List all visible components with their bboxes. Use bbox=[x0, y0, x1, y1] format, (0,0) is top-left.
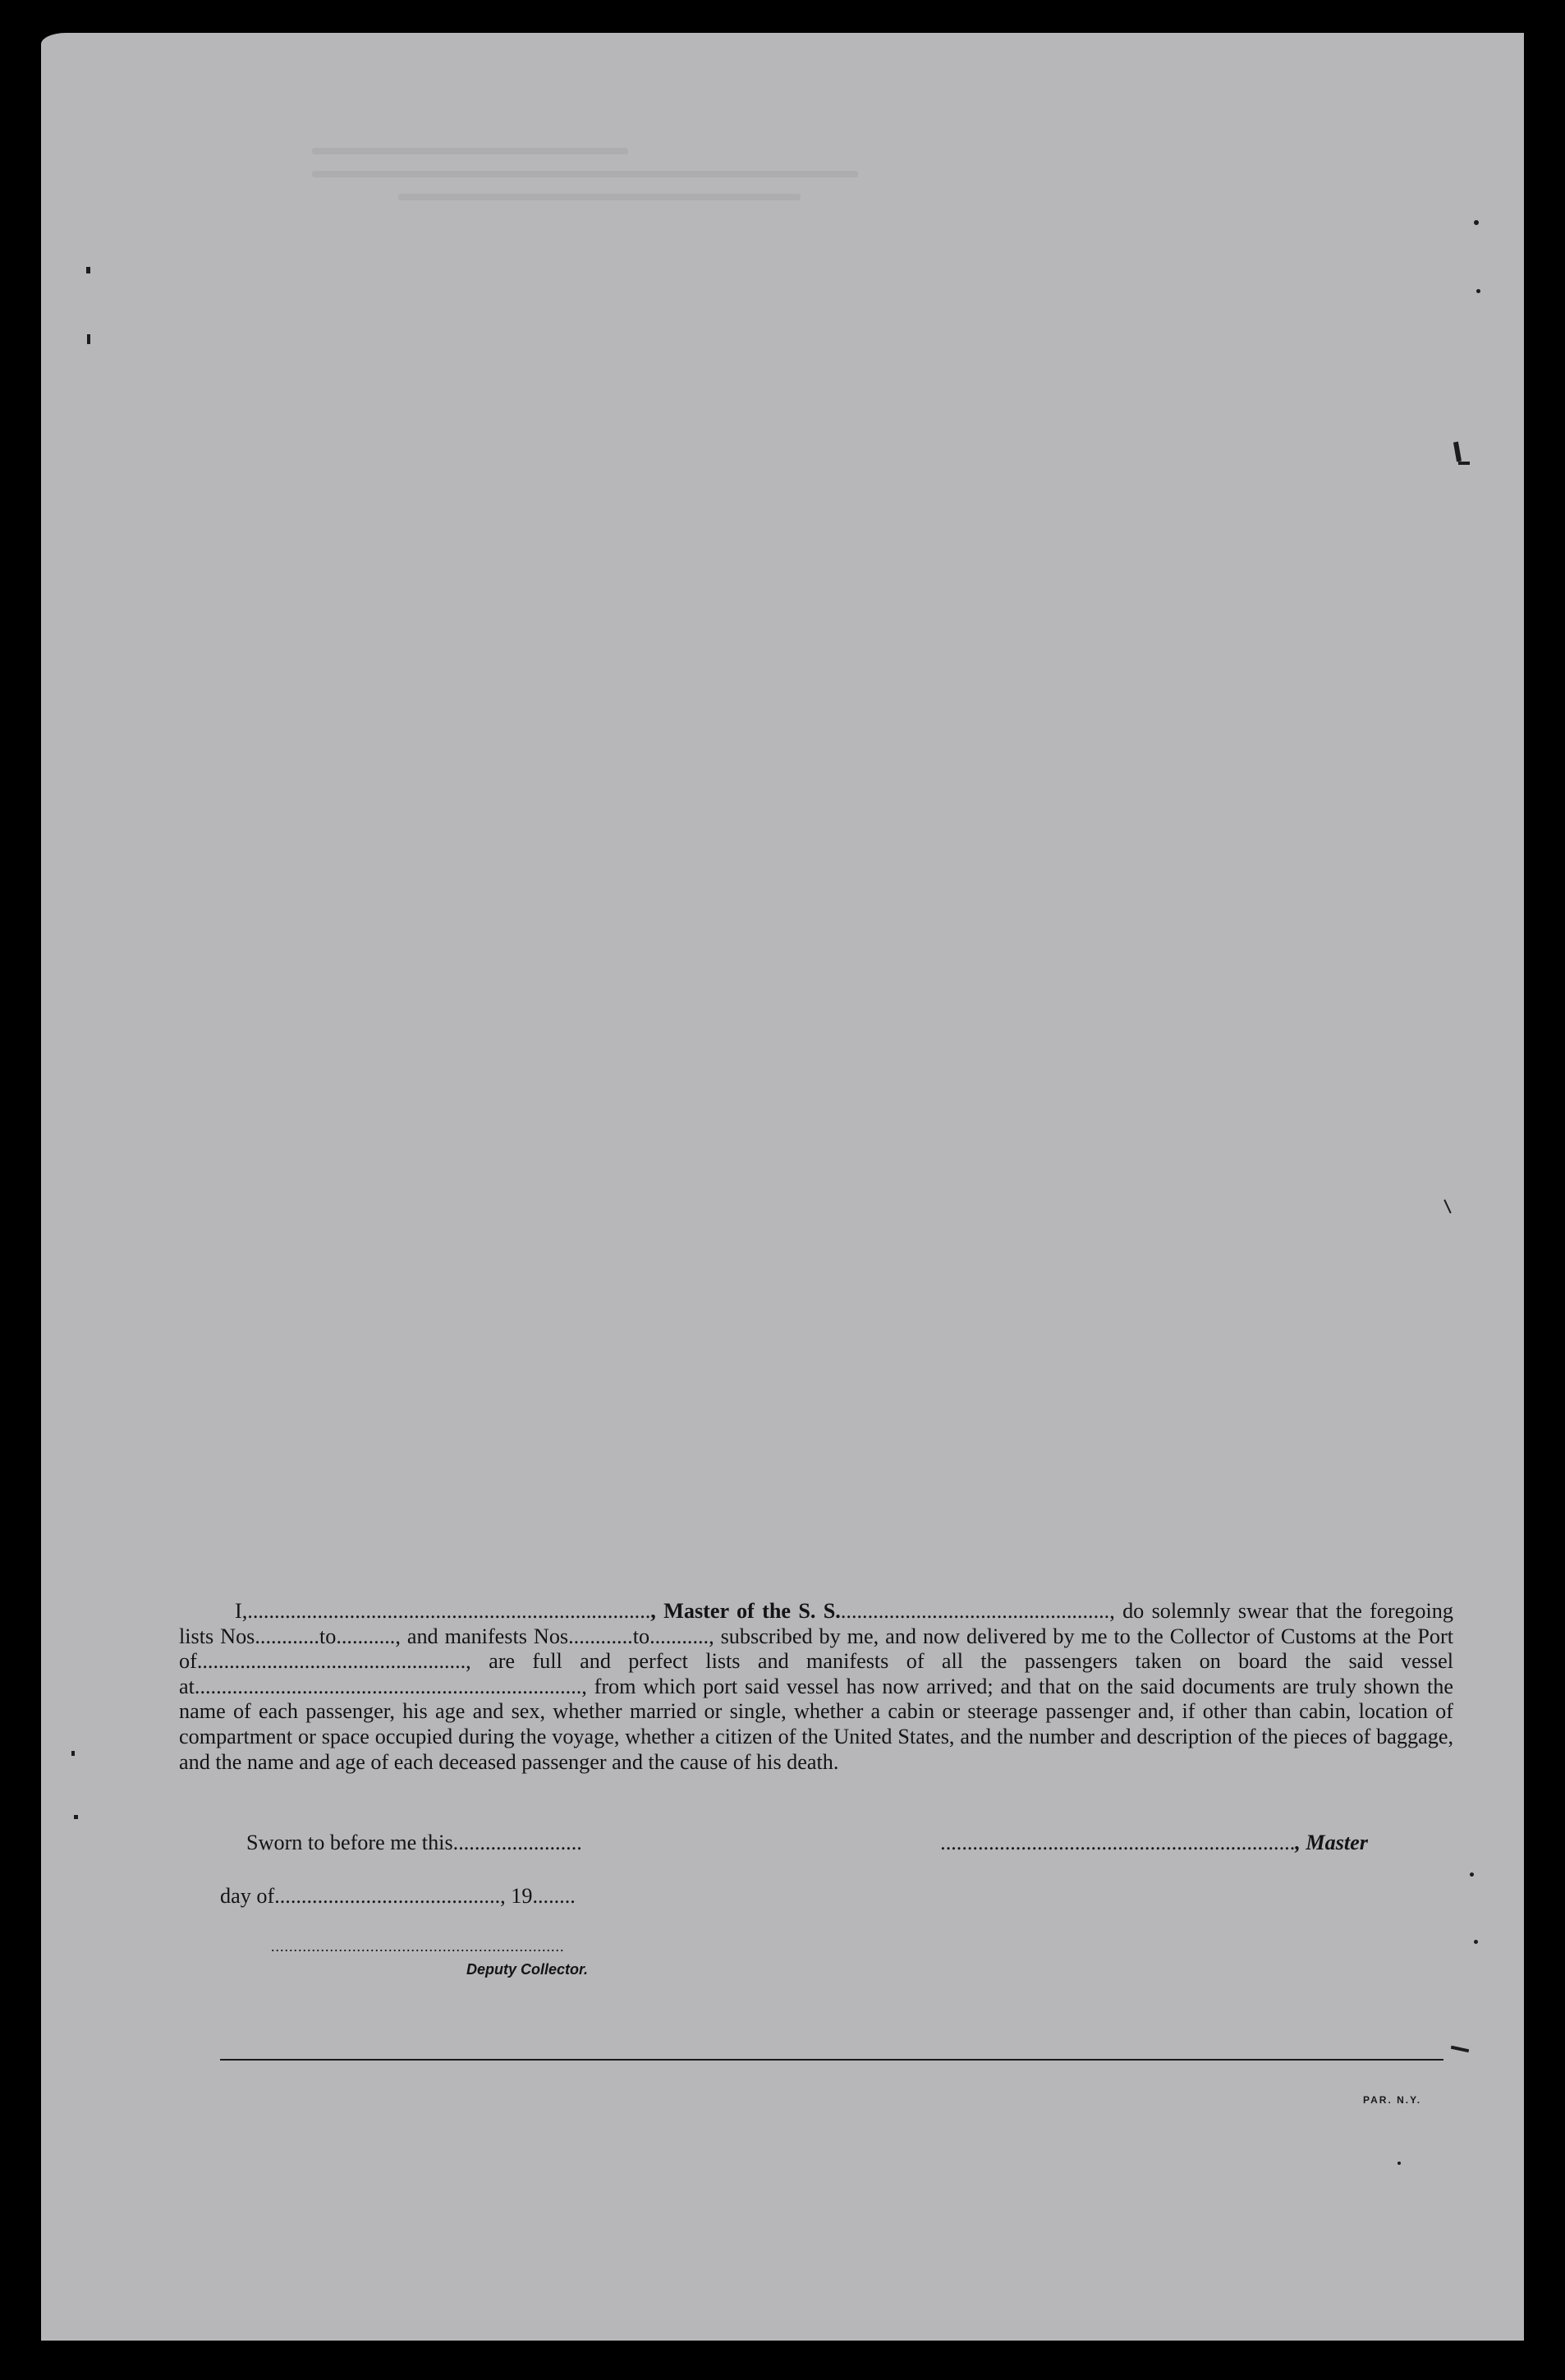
bottom-rule bbox=[220, 2059, 1443, 2061]
port-of-departure-blank[interactable]: ........................................................................ bbox=[194, 1674, 582, 1698]
vessel-name-blank[interactable]: .................................................. bbox=[840, 1599, 1110, 1623]
master-signature-blank[interactable]: .................................................................. bbox=[940, 1831, 1296, 1854]
sworn-label: Sworn to before me this bbox=[246, 1831, 453, 1854]
deputy-signature-blank[interactable]: ................................................................. bbox=[271, 1938, 565, 1955]
oath-to-2: to bbox=[632, 1624, 650, 1648]
margin-speck bbox=[74, 1815, 78, 1819]
manifest-from-blank[interactable]: ............ bbox=[568, 1624, 633, 1648]
deputy-collector-label: Deputy Collector. bbox=[466, 1961, 589, 1978]
oath-to-1: to bbox=[319, 1624, 337, 1648]
oath-intro: I, bbox=[235, 1599, 248, 1623]
oath-rest: , from which port said vessel has now arrived; and that on the said documents are truly shown the name of each passenger, his age and sex, whether married or single, whether a cabin or steerage passenger and, if other than cabin, location of compartment or space occupied during the voyage, whether a citizen of the United States, and the number and description of the pieces of baggage, and the name and age of each deceased passenger and the cause of his death. bbox=[179, 1674, 1453, 1774]
faded-header-bleedthrough bbox=[312, 131, 887, 230]
margin-speck bbox=[87, 334, 90, 344]
list-from-blank[interactable]: ............ bbox=[255, 1624, 319, 1648]
margin-speck bbox=[1397, 2162, 1401, 2165]
list-to-blank[interactable]: ........... bbox=[336, 1624, 396, 1648]
margin-speck bbox=[1474, 220, 1479, 225]
master-label: , Master bbox=[1295, 1831, 1368, 1854]
oath-full: , are full and perfect lists and manifests of all the passengers taken on board the said vessel at bbox=[179, 1649, 1453, 1698]
margin-speck bbox=[71, 1751, 75, 1756]
printer-mark: PAR. N.Y. bbox=[1363, 2094, 1422, 2106]
margin-speck bbox=[1474, 1940, 1478, 1944]
margin-speck bbox=[86, 267, 90, 273]
oath-subscribed: , subscribed by me, and now delivered by me to the Collector of Customs at the Port of bbox=[179, 1624, 1454, 1674]
year-blank[interactable]: ........ bbox=[532, 1884, 576, 1908]
year-prefix: , 19 bbox=[500, 1884, 533, 1908]
margin-speck bbox=[1470, 1872, 1474, 1877]
month-blank[interactable]: .......................................... bbox=[274, 1884, 501, 1908]
margin-tick bbox=[1458, 462, 1470, 465]
oath-paragraph bbox=[179, 1599, 1453, 1775]
day-of-label: day of bbox=[220, 1884, 275, 1908]
port-of-arrival-blank[interactable]: .................................................. bbox=[196, 1649, 466, 1674]
sworn-line bbox=[246, 1831, 582, 1855]
margin-speck bbox=[1476, 289, 1480, 293]
oath-manifests: , and manifests Nos bbox=[395, 1624, 569, 1648]
day-of-line bbox=[220, 1884, 576, 1909]
manifest-to-blank[interactable]: ........... bbox=[649, 1624, 709, 1648]
oath-solemnly: , do solemnly swear that the foregoing lists Nos bbox=[179, 1599, 1453, 1648]
oath-master-of: , Master of the S. S. bbox=[650, 1599, 841, 1623]
margin-tick bbox=[1451, 2046, 1469, 2052]
sworn-date-blank[interactable]: ........................ bbox=[452, 1831, 582, 1854]
margin-tick bbox=[1443, 1199, 1451, 1213]
document-page bbox=[41, 33, 1524, 2341]
master-signature-line bbox=[940, 1831, 1368, 1855]
margin-tick bbox=[1453, 442, 1462, 462]
master-name-blank[interactable]: ........................................................................... bbox=[247, 1599, 651, 1623]
